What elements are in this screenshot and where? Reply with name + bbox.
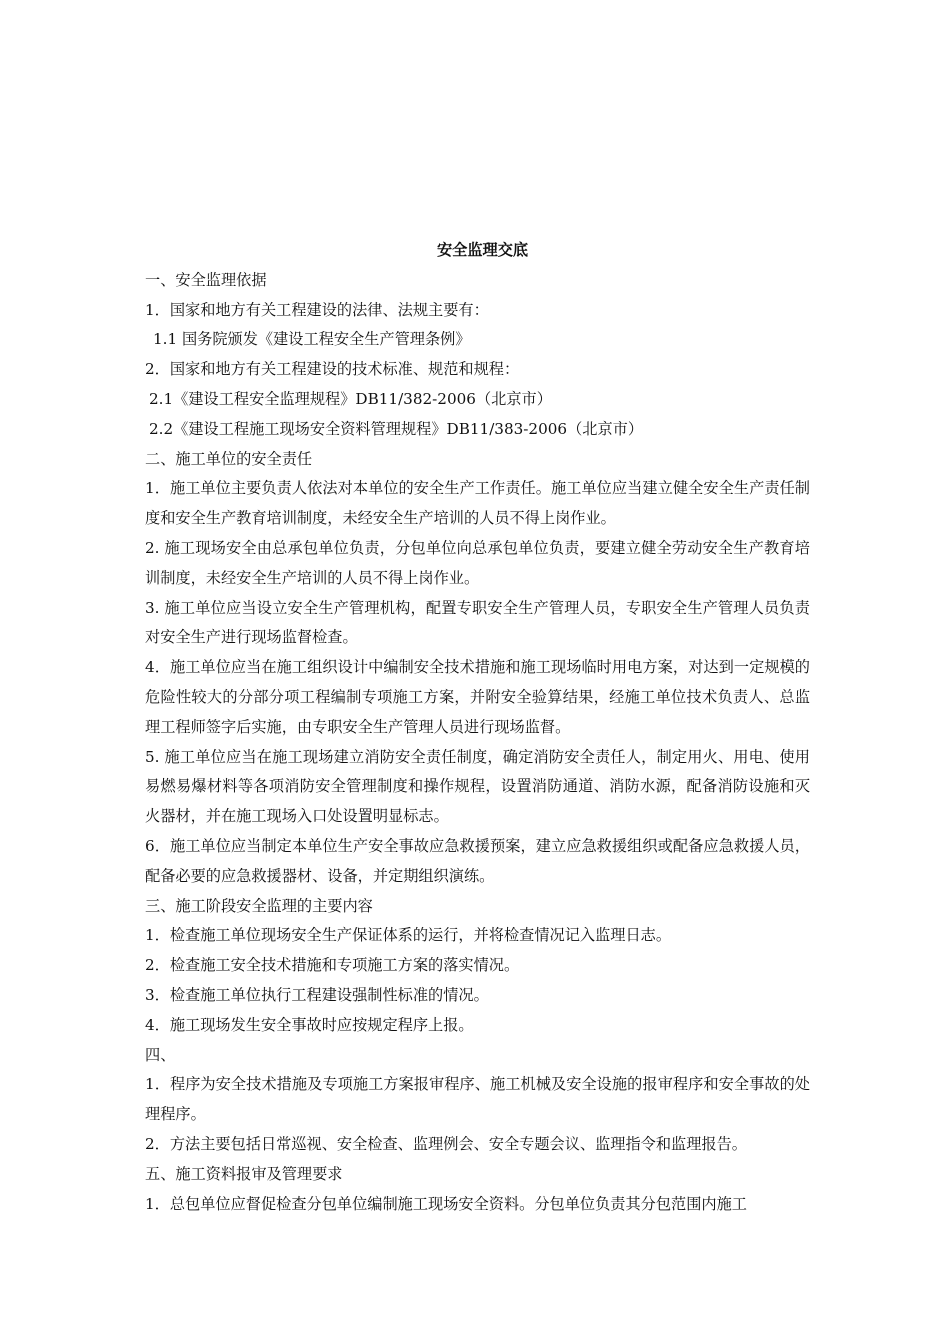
sub-item: 1.1 国务院颁发《建设工程安全生产管理条例》 xyxy=(153,330,471,349)
sub-item: 2.1《建设工程安全监理规程》DB11/382-2006（北京市） xyxy=(149,389,552,408)
list-item: 1．国家和地方有关工程建设的法律、法规主要有： xyxy=(145,300,489,319)
paragraph: 2. 施工现场安全由总承包单位负责，分包单位向总承包单位负责，要建立健全劳动安全生产教育培训制度，未经安全生产培训的人员不得上岗作业。 xyxy=(145,538,810,587)
paragraph: 4．施工单位应当在施工组织设计中编制安全技术措施和施工现场临时用电方案，对达到一定规模的危险性较大的分部分项工程编制专项施工方案，并附安全验算结果，经施工单位技术负责人、总监理工程师签字后实施，由专职安全生产管理人员进行现场监督。 xyxy=(145,658,810,736)
paragraph: 1．程序为安全技术措施及专项施工方案报审程序、施工机械及安全设施的报审程序和安全事故的处理程序。 xyxy=(145,1075,810,1124)
paragraph: 6．施工单位应当制定本单位生产安全事故应急救援预案，建立应急救援组织或配备应急救援人员，配备必要的应急救援器材、设备，并定期组织演练。 xyxy=(145,836,810,885)
list-item: 4．施工现场发生安全事故时应按规定程序上报。 xyxy=(145,1015,474,1034)
list-item: 2．检查施工安全技术措施和专项施工方案的落实情况。 xyxy=(145,956,520,975)
section-heading-4: 四、 xyxy=(145,1045,176,1064)
list-item: 2．国家和地方有关工程建设的技术标准、规范和规程： xyxy=(145,360,520,379)
paragraph: 3. 施工单位应当设立安全生产管理机构，配置专职安全生产管理人员，专职安全生产管理人员负责对安全生产进行现场监督检查。 xyxy=(145,598,810,647)
sub-item: 2.2《建设工程施工现场安全资料管理规程》DB11/383-2006（北京市） xyxy=(149,419,644,438)
list-item: 1．总包单位应督促检查分包单位编制施工现场安全资料。分包单位负责其分包范围内施工 xyxy=(145,1194,747,1213)
section-heading-5: 五、施工资料报审及管理要求 xyxy=(145,1164,343,1183)
section-heading-1: 一、安全监理依据 xyxy=(145,270,267,289)
document-title: 安全监理交底 xyxy=(436,241,529,259)
section-heading-3: 三、施工阶段安全监理的主要内容 xyxy=(145,896,373,915)
paragraph: 1．施工单位主要负责人依法对本单位的安全生产工作责任。施工单位应当建立健全安全生产责任制度和安全生产教育培训制度，未经安全生产培训的人员不得上岗作业。 xyxy=(145,479,810,528)
list-item: 2．方法主要包括日常巡视、安全检查、监理例会、安全专题会议、监理指令和监理报告。 xyxy=(145,1134,747,1153)
list-item: 1．检查施工单位现场安全生产保证体系的运行，并将检查情况记入监理日志。 xyxy=(145,926,672,945)
section-heading-2: 二、施工单位的安全责任 xyxy=(145,449,313,468)
document-body xyxy=(145,236,810,1219)
paragraph: 5. 施工单位应当在施工现场建立消防安全责任制度，确定消防安全责任人，制定用火、用电、使用易燃易爆材料等各项消防安全管理制度和操作规程，设置消防通道、消防水源，配备消防设施和灭火器材，并在施工现场入口处设置明显标志。 xyxy=(145,747,810,826)
list-item: 3．检查施工单位执行工程建设强制性标准的情况。 xyxy=(145,985,489,1004)
